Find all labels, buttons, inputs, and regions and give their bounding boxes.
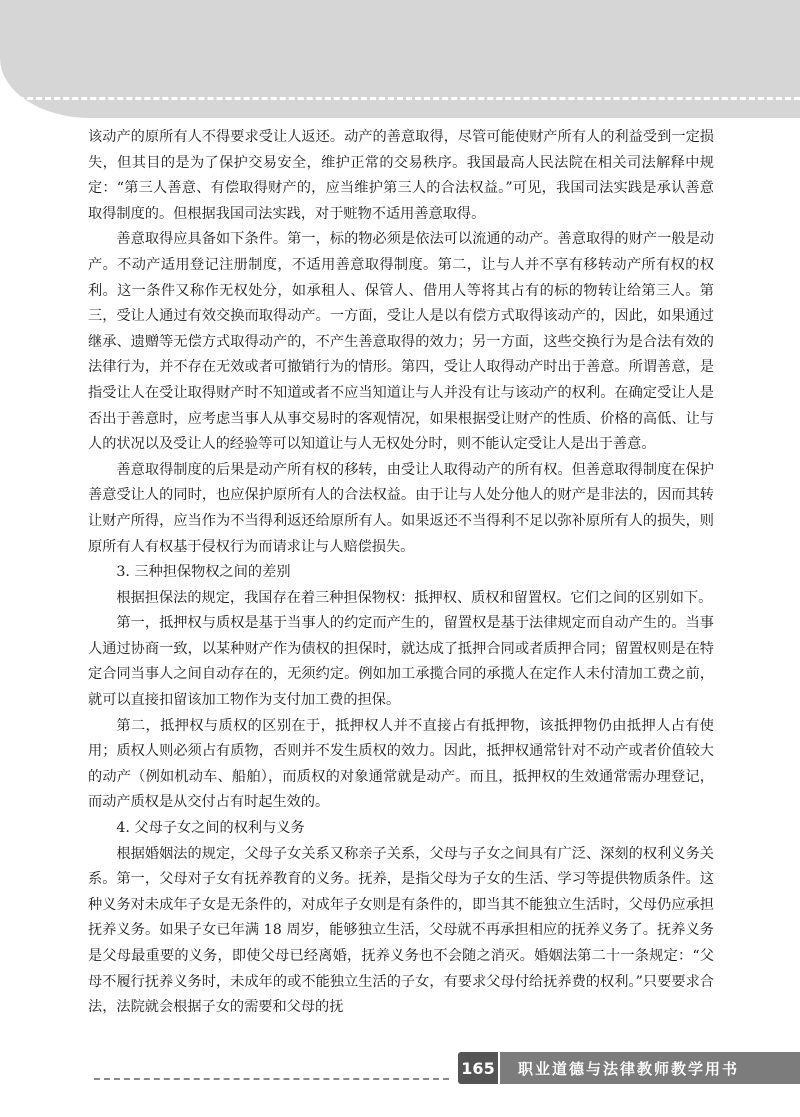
section-heading: 3. 三种担保物权之间的差别	[116, 564, 291, 581]
paragraph: 第二，抵押权与质权的区别在于，抵押权人并不直接占有抵押物，该抵押物仍由抵押人占有使用；质权人则必须占有质物，否则并不发生质权的效力。因此，抵押权通常针对不动产或者价值较大的动产（例如机动车、船舶），而质权的对象通常就是动产。而且，抵押权的生效通常需办理登记，而动产质权是从交付占有时起生效的。	[88, 717, 714, 811]
section-heading: 4. 父母子女之间的权利与义务	[116, 820, 305, 837]
page-number: 165	[458, 1052, 498, 1084]
paragraph: 根据担保法的规定，我国存在着三种担保物权：抵押权、质权和留置权。它们之间的区别如下。	[116, 589, 713, 606]
paragraph: 善意取得应具备如下条件。第一，标的物必须是依法可以流通的动产。善意取得的财产一般是动产。不动产适用登记注册制度，不适用善意取得制度。第二，让与人并不享有移转动产所有权的权利。这一条件又称作无权处分，如承租人、保管人、借用人等将其占有的标的物转让给第三人。第三，受让人通过有效交换而取得动产。一方面，受让人是以有偿方式取得该动产的，因此，如果通过继承、遗赠等无偿方式取得动产的，不产生善意取得的效力；另一方面，这些交换行为是合法有效的法律行为，并不存在无效或者可撤销行为的情形。第四，受让人取得动产时出于善意。所谓善意，是指受让人在受让取得财产时不知道或者不应当知道让与人并没有让与该动产的权利。在确定受让人是否出于善意时，应考虑当事人从事交易时的客观情况，如果根据受让财产的性质、价格的高低、让与人的状况以及受让人的经验等可以知道让与人无权处分时，则不能认定受让人是出于善意。	[88, 231, 714, 453]
footer-dashed-rule	[94, 1078, 449, 1080]
main-text	[88, 125, 714, 1021]
paragraph: 善意取得制度的后果是动产所有权的移转，由受让人取得动产的所有权。但善意取得制度在保护善意受让人的同时，也应保护原所有人的合法权益。由于让与人处分他人的财产是非法的，因而其转让财产所得，应当作为不当得利返还给原所有人。如果返还不当得利不足以弥补原所有人的损失，则原所有人有权基于侵权行为而请求让与人赔偿损失。	[88, 461, 714, 555]
paragraph: 第一，抵押权与质权是基于当事人的约定而产生的，留置权是基于法律规定而自动产生的。当事人通过协商一致，以某种财产作为债权的担保时，就达成了抵押合同或者质押合同；留置权则是在特定合同当事人之间自动存在的，无须约定。例如加工承揽合同的承揽人在定作人未付清加工费之前，就可以直接扣留该加工物作为支付加工费的担保。	[88, 615, 714, 709]
header-decoration-band	[0, 0, 800, 118]
book-title: 职业道德与法律教师教学用书	[500, 1052, 800, 1084]
paragraph: 该动产的原所有人不得要求受让人返还。动产的善意取得，尽管可能使财产所有人的利益受到一定损失，但其目的是为了保护交易安全，维护正常的交易秩序。我国最高人民法院在相关司法解释中规定：“第三人善意、有偿取得财产的，应当维护第三人的合法权益。”可见，我国司法实践是承认善意取得制度的。但根据我国司法实践，对于赃物不适用善意取得。	[88, 129, 714, 222]
paragraph: 根据婚姻法的规定，父母子女关系又称亲子关系，父母与子女之间具有广泛、深刻的权利义务关系。第一，父母对子女有抚养教育的义务。抚养，是指父母为子女的生活、学习等提供物质条件。这种义务对未成年子女是无条件的，对成年子女则是有条件的，即当其不能独立生活时，父母仍应承担抚养义务。如果子女已年满 18 周岁，能够独立生活，父母就不再承担相应的抚养义务了。抚养义务是父母最重要的义务，即使父母已经离婚，抚养义务也不会随之消灭。婚姻法第二十一条规定：“父母不履行抚养义务时，未成年的或不能独立生活的子女，有要求父母付给抚养费的权利。”只要要求合法，法院就会根据子女的需要和父母的抚	[88, 845, 714, 1016]
